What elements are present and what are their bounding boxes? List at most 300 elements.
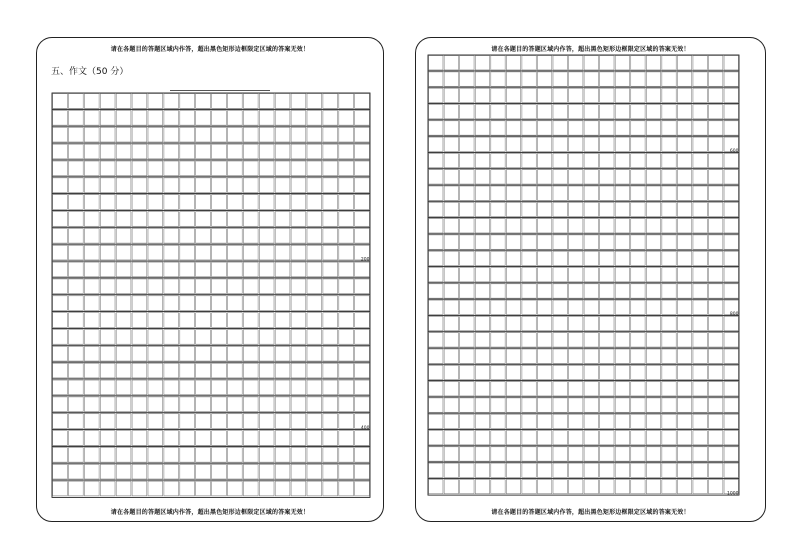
grid-cell[interactable] [709, 88, 723, 102]
grid-cell[interactable] [84, 161, 99, 176]
essay-writing-grid-left[interactable] [52, 93, 372, 503]
grid-cell[interactable] [537, 219, 551, 233]
grid-cell[interactable] [693, 88, 707, 102]
grid-cell[interactable] [228, 296, 243, 311]
grid-cell[interactable] [212, 245, 227, 260]
grid-cell[interactable] [693, 382, 707, 396]
grid-cell[interactable] [243, 279, 258, 294]
grid-cell[interactable] [69, 363, 84, 378]
grid-cell[interactable] [646, 202, 660, 216]
grid-cell[interactable] [291, 144, 306, 159]
grid-cell[interactable] [600, 88, 614, 102]
grid-cell[interactable] [662, 105, 676, 119]
grid-cell[interactable] [537, 382, 551, 396]
grid-cell[interactable] [522, 300, 536, 314]
grid-cell[interactable] [116, 161, 131, 176]
grid-cell[interactable] [584, 414, 598, 428]
grid-cell[interactable] [662, 382, 676, 396]
grid-cell[interactable] [600, 431, 614, 445]
grid-cell[interactable] [323, 481, 338, 496]
grid-cell[interactable] [709, 414, 723, 428]
grid-cell[interactable] [646, 186, 660, 200]
grid-cell[interactable] [475, 365, 489, 379]
grid-cell[interactable] [212, 330, 227, 345]
grid-cell[interactable] [631, 316, 645, 330]
grid-cell[interactable] [662, 170, 676, 184]
grid-cell[interactable] [84, 178, 99, 193]
grid-cell[interactable] [631, 219, 645, 233]
grid-cell[interactable] [693, 300, 707, 314]
grid-cell[interactable] [506, 382, 520, 396]
grid-cell[interactable] [69, 296, 84, 311]
grid-cell[interactable] [460, 153, 474, 167]
grid-cell[interactable] [100, 464, 115, 479]
grid-cell[interactable] [228, 346, 243, 361]
grid-cell[interactable] [693, 268, 707, 282]
grid-cell[interactable] [291, 447, 306, 462]
grid-cell[interactable] [164, 397, 179, 412]
essay-title-line[interactable] [170, 90, 270, 91]
grid-cell[interactable] [724, 88, 738, 102]
grid-cell[interactable] [553, 202, 567, 216]
grid-cell[interactable] [212, 161, 227, 176]
grid-cell[interactable] [429, 137, 443, 151]
grid-cell[interactable] [132, 380, 147, 395]
grid-cell[interactable] [339, 144, 354, 159]
grid-cell[interactable] [291, 414, 306, 429]
grid-cell[interactable] [164, 363, 179, 378]
grid-cell[interactable] [429, 316, 443, 330]
grid-cell[interactable] [522, 121, 536, 135]
grid-cell[interactable] [584, 251, 598, 265]
grid-cell[interactable] [600, 72, 614, 86]
grid-cell[interactable] [475, 137, 489, 151]
grid-cell[interactable] [584, 56, 598, 70]
grid-cell[interactable] [615, 316, 629, 330]
grid-cell[interactable] [615, 333, 629, 347]
grid-cell[interactable] [600, 105, 614, 119]
grid-cell[interactable] [212, 313, 227, 328]
grid-cell[interactable] [180, 296, 195, 311]
grid-cell[interactable] [323, 313, 338, 328]
grid-cell[interactable] [100, 127, 115, 142]
grid-cell[interactable] [307, 228, 322, 243]
grid-cell[interactable] [522, 72, 536, 86]
grid-cell[interactable] [444, 447, 458, 461]
grid-cell[interactable] [100, 144, 115, 159]
grid-cell[interactable] [677, 56, 691, 70]
grid-cell[interactable] [522, 414, 536, 428]
grid-cell[interactable] [475, 431, 489, 445]
grid-cell[interactable] [600, 365, 614, 379]
grid-cell[interactable] [522, 431, 536, 445]
grid-cell[interactable] [724, 251, 738, 265]
grid-cell[interactable] [709, 105, 723, 119]
grid-cell[interactable] [116, 330, 131, 345]
grid-cell[interactable] [724, 365, 738, 379]
grid-cell[interactable] [506, 479, 520, 493]
grid-cell[interactable] [339, 296, 354, 311]
grid-cell[interactable] [491, 219, 505, 233]
grid-cell[interactable] [615, 219, 629, 233]
grid-cell[interactable] [212, 481, 227, 496]
grid-cell[interactable] [600, 219, 614, 233]
grid-cell[interactable] [355, 262, 370, 277]
grid-cell[interactable] [460, 202, 474, 216]
grid-cell[interactable] [275, 296, 290, 311]
grid-cell[interactable] [600, 153, 614, 167]
grid-cell[interactable] [180, 195, 195, 210]
grid-cell[interactable] [522, 153, 536, 167]
grid-cell[interactable] [724, 398, 738, 412]
grid-cell[interactable] [475, 251, 489, 265]
grid-cell[interactable] [69, 127, 84, 142]
grid-cell[interactable] [724, 349, 738, 363]
grid-cell[interactable] [275, 110, 290, 125]
grid-cell[interactable] [148, 161, 163, 176]
grid-cell[interactable] [243, 414, 258, 429]
grid-cell[interactable] [259, 279, 274, 294]
grid-cell[interactable] [196, 94, 211, 109]
grid-cell[interactable] [116, 313, 131, 328]
grid-cell[interactable] [116, 245, 131, 260]
grid-cell[interactable] [148, 94, 163, 109]
grid-cell[interactable] [537, 170, 551, 184]
grid-cell[interactable] [212, 212, 227, 227]
grid-cell[interactable] [662, 88, 676, 102]
grid-cell[interactable] [212, 431, 227, 446]
grid-cell[interactable] [460, 333, 474, 347]
grid-cell[interactable] [259, 144, 274, 159]
grid-cell[interactable] [709, 365, 723, 379]
grid-cell[interactable] [180, 313, 195, 328]
grid-cell[interactable] [677, 251, 691, 265]
grid-cell[interactable] [228, 397, 243, 412]
grid-cell[interactable] [355, 296, 370, 311]
grid-cell[interactable] [116, 447, 131, 462]
grid-cell[interactable] [537, 72, 551, 86]
grid-cell[interactable] [323, 228, 338, 243]
grid-cell[interactable] [132, 464, 147, 479]
grid-cell[interactable] [53, 346, 68, 361]
grid-cell[interactable] [291, 161, 306, 176]
grid-cell[interactable] [709, 284, 723, 298]
grid-cell[interactable] [100, 195, 115, 210]
grid-cell[interactable] [307, 195, 322, 210]
grid-cell[interactable] [444, 316, 458, 330]
grid-cell[interactable] [631, 105, 645, 119]
grid-cell[interactable] [491, 121, 505, 135]
grid-cell[interactable] [553, 463, 567, 477]
grid-cell[interactable] [291, 262, 306, 277]
grid-cell[interactable] [709, 235, 723, 249]
grid-cell[interactable] [275, 330, 290, 345]
grid-cell[interactable] [84, 195, 99, 210]
grid-cell[interactable] [553, 414, 567, 428]
grid-cell[interactable] [116, 144, 131, 159]
grid-cell[interactable] [291, 195, 306, 210]
grid-cell[interactable] [615, 202, 629, 216]
grid-cell[interactable] [429, 72, 443, 86]
grid-cell[interactable] [522, 219, 536, 233]
grid-cell[interactable] [307, 313, 322, 328]
grid-cell[interactable] [475, 186, 489, 200]
grid-cell[interactable] [243, 178, 258, 193]
grid-cell[interactable] [569, 219, 583, 233]
grid-cell[interactable] [522, 235, 536, 249]
grid-cell[interactable] [475, 398, 489, 412]
grid-cell[interactable] [506, 121, 520, 135]
grid-cell[interactable] [584, 186, 598, 200]
grid-cell[interactable] [84, 346, 99, 361]
grid-cell[interactable] [693, 251, 707, 265]
grid-cell[interactable] [116, 279, 131, 294]
grid-cell[interactable] [646, 153, 660, 167]
grid-cell[interactable] [355, 195, 370, 210]
grid-cell[interactable] [537, 431, 551, 445]
grid-cell[interactable] [491, 447, 505, 461]
grid-cell[interactable] [522, 88, 536, 102]
grid-cell[interactable] [180, 481, 195, 496]
grid-cell[interactable] [323, 330, 338, 345]
grid-cell[interactable] [600, 382, 614, 396]
grid-cell[interactable] [212, 262, 227, 277]
grid-cell[interactable] [196, 346, 211, 361]
grid-cell[interactable] [429, 153, 443, 167]
grid-cell[interactable] [475, 56, 489, 70]
grid-cell[interactable] [522, 284, 536, 298]
grid-cell[interactable] [475, 463, 489, 477]
grid-cell[interactable] [444, 72, 458, 86]
grid-cell[interactable] [339, 178, 354, 193]
grid-cell[interactable] [180, 447, 195, 462]
grid-cell[interactable] [339, 397, 354, 412]
grid-cell[interactable] [537, 349, 551, 363]
grid-cell[interactable] [475, 479, 489, 493]
grid-cell[interactable] [84, 313, 99, 328]
grid-cell[interactable] [569, 382, 583, 396]
grid-cell[interactable] [180, 178, 195, 193]
grid-cell[interactable] [243, 464, 258, 479]
grid-cell[interactable] [460, 414, 474, 428]
grid-cell[interactable] [132, 346, 147, 361]
grid-cell[interactable] [69, 313, 84, 328]
grid-cell[interactable] [709, 219, 723, 233]
grid-cell[interactable] [243, 330, 258, 345]
grid-cell[interactable] [553, 382, 567, 396]
grid-cell[interactable] [569, 398, 583, 412]
grid-cell[interactable] [677, 463, 691, 477]
grid-cell[interactable] [444, 137, 458, 151]
grid-cell[interactable] [275, 178, 290, 193]
grid-cell[interactable] [491, 251, 505, 265]
grid-cell[interactable] [709, 153, 723, 167]
grid-cell[interactable] [444, 186, 458, 200]
grid-cell[interactable] [537, 284, 551, 298]
grid-cell[interactable] [100, 279, 115, 294]
grid-cell[interactable] [164, 110, 179, 125]
grid-cell[interactable] [84, 431, 99, 446]
grid-cell[interactable] [307, 178, 322, 193]
grid-cell[interactable] [228, 279, 243, 294]
grid-cell[interactable] [724, 447, 738, 461]
grid-cell[interactable] [709, 382, 723, 396]
grid-cell[interactable] [323, 127, 338, 142]
grid-cell[interactable] [615, 105, 629, 119]
grid-cell[interactable] [693, 137, 707, 151]
grid-cell[interactable] [600, 235, 614, 249]
grid-cell[interactable] [584, 463, 598, 477]
grid-cell[interactable] [116, 110, 131, 125]
grid-cell[interactable] [569, 284, 583, 298]
grid-cell[interactable] [631, 121, 645, 135]
grid-cell[interactable] [553, 235, 567, 249]
grid-cell[interactable] [662, 300, 676, 314]
grid-cell[interactable] [132, 228, 147, 243]
grid-cell[interactable] [84, 296, 99, 311]
grid-cell[interactable] [148, 212, 163, 227]
grid-cell[interactable] [646, 72, 660, 86]
grid-cell[interactable] [69, 245, 84, 260]
grid-cell[interactable] [307, 330, 322, 345]
grid-cell[interactable] [84, 212, 99, 227]
grid-cell[interactable] [693, 105, 707, 119]
grid-cell[interactable] [693, 365, 707, 379]
grid-cell[interactable] [491, 431, 505, 445]
grid-cell[interactable] [100, 110, 115, 125]
grid-cell[interactable] [569, 447, 583, 461]
grid-cell[interactable] [693, 284, 707, 298]
grid-cell[interactable] [100, 346, 115, 361]
grid-cell[interactable] [460, 431, 474, 445]
grid-cell[interactable] [553, 219, 567, 233]
grid-cell[interactable] [491, 137, 505, 151]
grid-cell[interactable] [323, 94, 338, 109]
grid-cell[interactable] [646, 284, 660, 298]
grid-cell[interactable] [148, 414, 163, 429]
grid-cell[interactable] [646, 268, 660, 282]
grid-cell[interactable] [196, 414, 211, 429]
grid-cell[interactable] [677, 300, 691, 314]
grid-cell[interactable] [259, 414, 274, 429]
grid-cell[interactable] [646, 137, 660, 151]
grid-cell[interactable] [460, 88, 474, 102]
grid-cell[interactable] [584, 105, 598, 119]
grid-cell[interactable] [180, 228, 195, 243]
grid-cell[interactable] [537, 479, 551, 493]
grid-cell[interactable] [631, 137, 645, 151]
grid-cell[interactable] [693, 479, 707, 493]
essay-writing-grid-right[interactable] [428, 55, 748, 500]
grid-cell[interactable] [646, 300, 660, 314]
grid-cell[interactable] [553, 153, 567, 167]
grid-cell[interactable] [69, 330, 84, 345]
grid-cell[interactable] [307, 363, 322, 378]
grid-cell[interactable] [132, 363, 147, 378]
grid-cell[interactable] [148, 397, 163, 412]
grid-cell[interactable] [724, 431, 738, 445]
grid-cell[interactable] [444, 414, 458, 428]
grid-cell[interactable] [553, 316, 567, 330]
grid-cell[interactable] [196, 481, 211, 496]
grid-cell[interactable] [491, 300, 505, 314]
grid-cell[interactable] [339, 481, 354, 496]
grid-cell[interactable] [148, 313, 163, 328]
grid-cell[interactable] [164, 262, 179, 277]
grid-cell[interactable] [615, 137, 629, 151]
grid-cell[interactable] [307, 245, 322, 260]
grid-cell[interactable] [584, 300, 598, 314]
grid-cell[interactable] [429, 300, 443, 314]
grid-cell[interactable] [709, 431, 723, 445]
grid-cell[interactable] [307, 212, 322, 227]
grid-cell[interactable] [475, 447, 489, 461]
grid-cell[interactable] [259, 110, 274, 125]
grid-cell[interactable] [84, 397, 99, 412]
grid-cell[interactable] [584, 268, 598, 282]
grid-cell[interactable] [615, 300, 629, 314]
grid-cell[interactable] [506, 398, 520, 412]
grid-cell[interactable] [180, 464, 195, 479]
grid-cell[interactable] [600, 170, 614, 184]
grid-cell[interactable] [522, 251, 536, 265]
grid-cell[interactable] [323, 346, 338, 361]
grid-cell[interactable] [429, 88, 443, 102]
grid-cell[interactable] [243, 431, 258, 446]
grid-cell[interactable] [631, 284, 645, 298]
grid-cell[interactable] [491, 479, 505, 493]
grid-cell[interactable] [444, 202, 458, 216]
grid-cell[interactable] [522, 170, 536, 184]
grid-cell[interactable] [132, 161, 147, 176]
grid-cell[interactable] [164, 313, 179, 328]
grid-cell[interactable] [148, 110, 163, 125]
grid-cell[interactable] [569, 431, 583, 445]
grid-cell[interactable] [522, 186, 536, 200]
grid-cell[interactable] [522, 333, 536, 347]
grid-cell[interactable] [148, 296, 163, 311]
grid-cell[interactable] [491, 382, 505, 396]
grid-cell[interactable] [116, 481, 131, 496]
grid-cell[interactable] [84, 110, 99, 125]
grid-cell[interactable] [323, 431, 338, 446]
grid-cell[interactable] [677, 382, 691, 396]
grid-cell[interactable] [662, 284, 676, 298]
grid-cell[interactable] [537, 316, 551, 330]
grid-cell[interactable] [709, 56, 723, 70]
grid-cell[interactable] [553, 349, 567, 363]
grid-cell[interactable] [709, 463, 723, 477]
grid-cell[interactable] [677, 316, 691, 330]
grid-cell[interactable] [148, 228, 163, 243]
grid-cell[interactable] [355, 110, 370, 125]
grid-cell[interactable] [180, 363, 195, 378]
grid-cell[interactable] [631, 202, 645, 216]
grid-cell[interactable] [69, 161, 84, 176]
grid-cell[interactable] [460, 316, 474, 330]
grid-cell[interactable] [631, 56, 645, 70]
grid-cell[interactable] [243, 447, 258, 462]
grid-cell[interactable] [553, 398, 567, 412]
grid-cell[interactable] [460, 251, 474, 265]
grid-cell[interactable] [584, 382, 598, 396]
grid-cell[interactable] [132, 110, 147, 125]
grid-cell[interactable] [444, 300, 458, 314]
grid-cell[interactable] [522, 202, 536, 216]
grid-cell[interactable] [53, 195, 68, 210]
grid-cell[interactable] [84, 330, 99, 345]
grid-cell[interactable] [709, 333, 723, 347]
